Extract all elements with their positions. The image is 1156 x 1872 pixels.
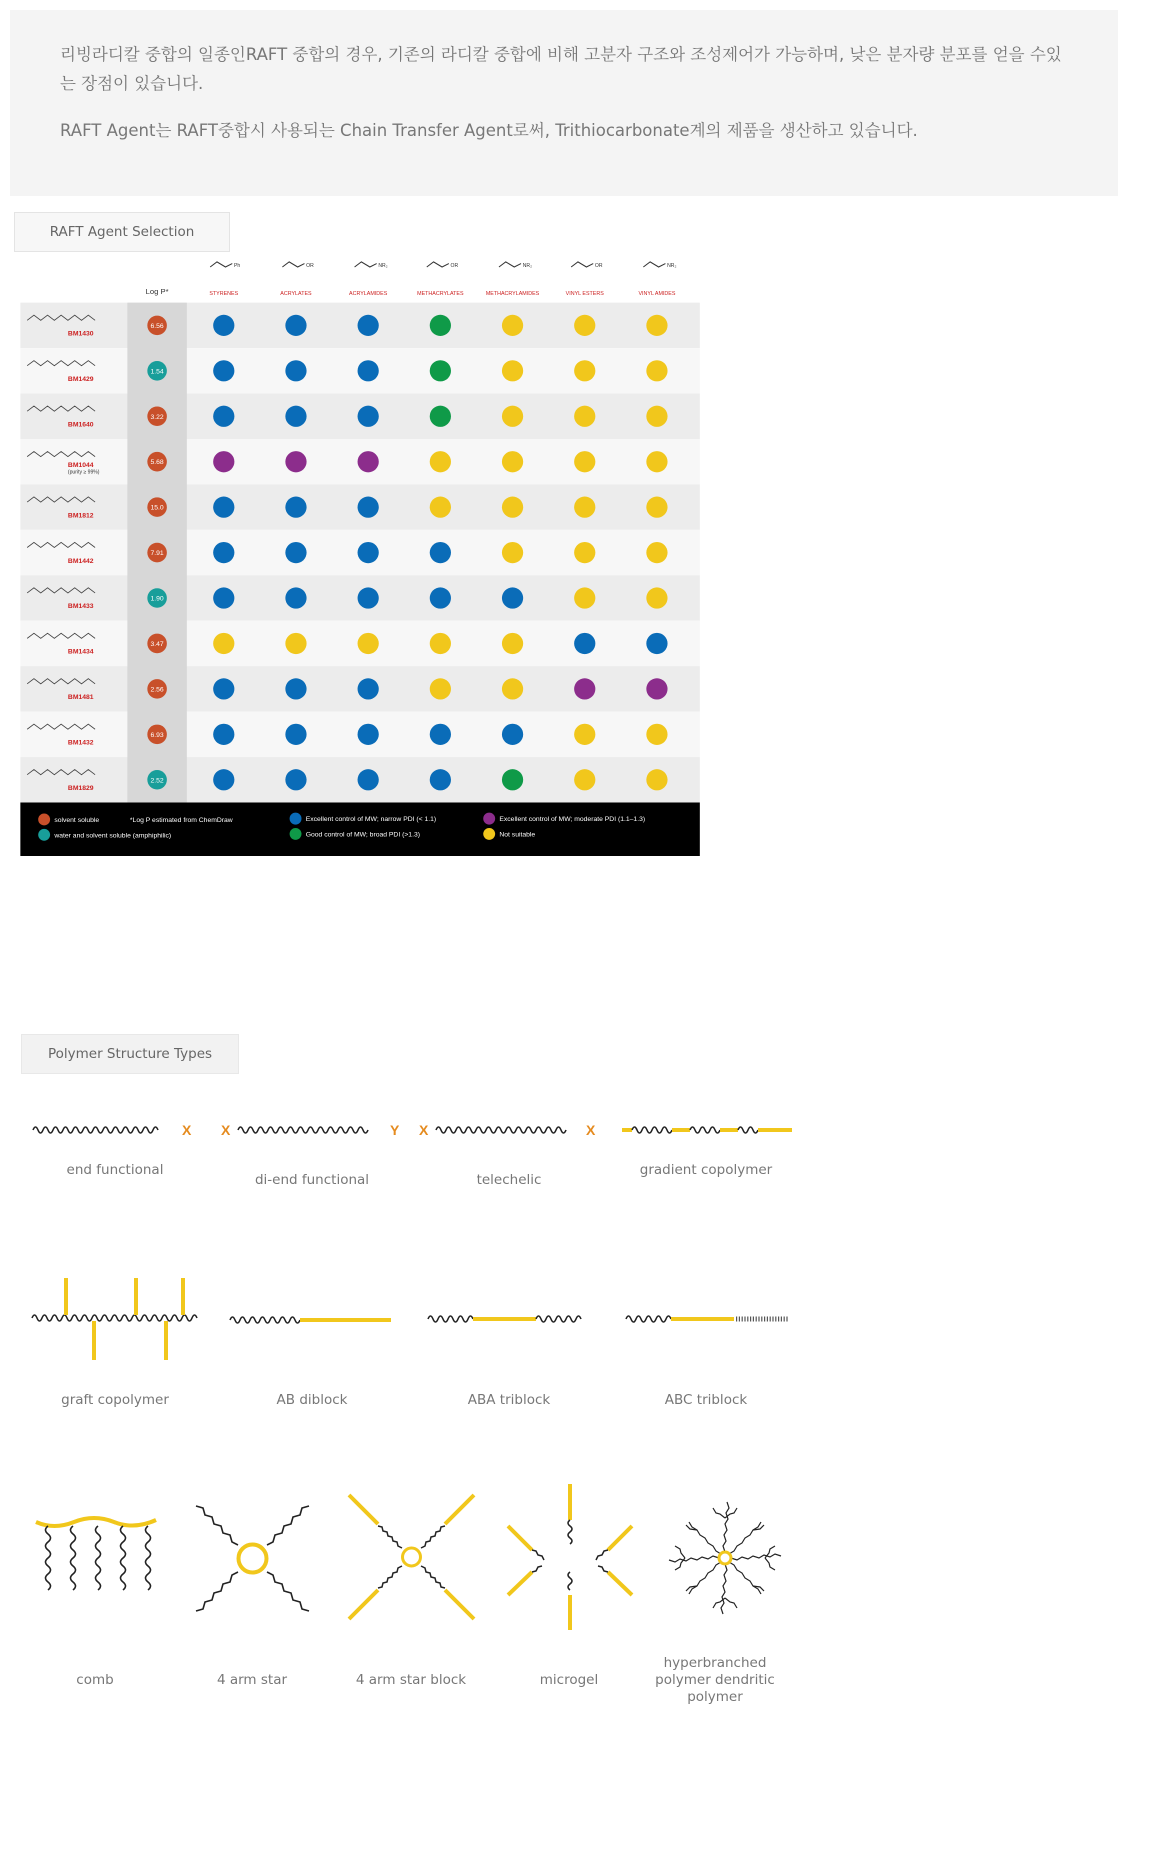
legend-label-yellow: Not suitable [499,831,536,839]
agent-code: BM1430 [67,330,94,338]
logp-value: 3.22 [150,413,164,421]
compatibility-dot [358,542,379,563]
legend-label-purple: Excellent control of MW; moderate PDI (1.1–1.3) [499,816,646,824]
compatibility-dot [213,678,234,699]
end-mark-x: X [586,1122,596,1138]
structure-label-4-arm-star-block: 4 arm star block [355,1672,467,1688]
monomer-bond-lines [210,262,232,267]
logp-value: 1.54 [150,368,164,376]
agent-code: BM1429 [67,376,94,384]
compatibility-dot [430,406,451,427]
aba-triblock-drawing [426,1309,601,1329]
monomer-header: ACRYLATES [280,291,312,298]
structure-label-graft-copolymer: graft copolymer [61,1392,169,1408]
monomer-substituent: OR [450,262,459,269]
ab-diblock-drawing [228,1310,403,1330]
logp-value: 7.91 [150,550,164,558]
compatibility-dot [358,360,379,381]
end-mark-x: X [182,1122,192,1138]
gradient-copolymer-drawing [620,1112,795,1142]
compatibility-dot [574,587,595,608]
structure-label-comb: comb [76,1672,114,1688]
compatibility-dot [502,315,523,336]
legend-label-blue: Excellent control of MW; narrow PDI (< 1.1) [305,816,437,824]
compatibility-dot [213,542,234,563]
compatibility-dot [502,633,523,654]
compatibility-dot [285,315,306,336]
legend-background [20,802,699,856]
end-mark-x: X [419,1122,429,1138]
monomer-substituent: NR₂ [522,262,533,269]
compatibility-dot [646,360,667,381]
end-mark-y: Y [390,1122,400,1138]
compatibility-dot [213,360,234,381]
monomer-structure-icon [210,262,232,267]
legend-label-solvent: solvent soluble [54,817,100,825]
structure-label-microgel: microgel [539,1672,599,1688]
intro-paragraph-1: 리빙라디칼 중합의 일종인RAFT 중합의 경우, 기존의 라디칼 중합에 비해 고분자 구조와 조성제어가 가능하며, 낮은 분자량 분포를 얻을 수있는 장점이 있습니다. [60,45,1062,93]
logp-value: 6.56 [150,322,164,330]
compatibility-dot [285,451,306,472]
compatibility-dot [646,406,667,427]
monomer-substituent: NR₂ [378,262,388,269]
agent-code: BM1433 [67,603,94,611]
structure-label-hyperbranched: hyperbranched polymer dendritic polymer [655,1655,775,1705]
compatibility-dot [430,633,451,654]
compatibility-dot [285,497,306,518]
compatibility-dot [285,633,306,654]
agent-code: BM1829 [67,784,94,792]
compatibility-dot [213,315,234,336]
compatibility-dot [574,406,595,427]
compatibility-dot [430,360,451,381]
compatibility-dot [430,451,451,472]
compatibility-dot [574,497,595,518]
monomer-bond-lines [282,262,304,267]
logp-value: 6.93 [150,731,164,739]
compatibility-dot [285,769,306,790]
logp-value: 15.0 [150,504,164,512]
compatibility-dot [430,587,451,608]
compatibility-dot [213,633,234,654]
compatibility-dot [574,678,595,699]
compatibility-dot [285,678,306,699]
compatibility-dot [285,406,306,427]
di-end-functional-drawing [220,1112,405,1142]
monomer-bond-lines [571,262,593,267]
structure-label-abc-triblock: ABC triblock [664,1392,748,1408]
legend-label-water: water and solvent soluble (amphiphilic) [54,832,172,840]
compatibility-dot [646,769,667,790]
structure-label-ab-diblock: AB diblock [276,1392,348,1408]
monomer-header: VINYL ESTERS [565,291,604,298]
compatibility-dot [502,587,523,608]
compatibility-dot [574,542,595,563]
structure-label-telechelic: telechelic [476,1172,542,1188]
compatibility-dot [213,769,234,790]
agent-code: BM1442 [67,557,94,565]
monomer-bond-lines [355,262,377,267]
compatibility-dot [574,315,595,336]
legend-label-green: Good control of MW; broad PDI (>1.3) [305,831,421,839]
agent-code: BM1812 [67,512,94,520]
structure-label-end-functional: end functional [66,1162,164,1178]
monomer-substituent: OR [594,262,603,269]
compatibility-dot [358,587,379,608]
monomer-bond-lines [499,262,521,267]
monomer-header: STYRENES [209,291,239,298]
graft-copolymer-drawing [30,1268,205,1368]
compatibility-dot [213,724,234,745]
monomer-substituent: Ph [233,262,241,269]
compatibility-dot [502,542,523,563]
structure-label-4-arm-star: 4 arm star [216,1672,288,1688]
logp-value: 2.56 [150,686,164,694]
compatibility-dot [502,724,523,745]
polymer-structure-types-tab: Polymer Structure Types [21,1034,239,1074]
legend-swatch-solvent [38,814,50,826]
compatibility-dot [358,724,379,745]
compatibility-dot [358,678,379,699]
hyperbranched-drawing [655,1488,795,1628]
compatibility-dot [358,497,379,518]
compatibility-dot [646,542,667,563]
telechelic-drawing [418,1112,603,1142]
intro-box [10,10,1118,196]
agent-code: BM1044 [67,461,94,469]
monomer-header: ACRYLAMIDES [349,291,388,298]
monomer-structure-icon [427,262,449,267]
compatibility-dot [502,451,523,472]
intro-paragraph-2: RAFT Agent는 RAFT중합시 사용되는 Chain Transfer Agent로써, Trithiocarbonate계의 제품을 생산하고 있습니다. [60,121,918,140]
polymer-chain [436,1127,566,1133]
comb-drawing [34,1510,159,1600]
monomer-structure-icon [499,262,521,267]
four-arm-star-block-drawing [344,1488,479,1623]
compatibility-dot [430,769,451,790]
abc-triblock-drawing [624,1309,799,1329]
compatibility-dot [285,542,306,563]
compatibility-dot [502,497,523,518]
four-arm-star-drawing [185,1490,320,1625]
monomer-bond-lines [427,262,449,267]
legend-swatch-green [290,828,302,840]
microgel-drawing [500,1480,640,1635]
logp-value: 3.47 [150,641,164,649]
monomer-bond-lines [643,262,665,267]
polymer-chain [33,1127,158,1133]
raft-agent-selection-tab: RAFT Agent Selection [14,212,230,252]
monomer-header: VINYL AMIDES [638,291,676,298]
logp-value: 5.68 [150,459,164,467]
compatibility-dot [358,633,379,654]
compatibility-dot [358,769,379,790]
logp-value: 1.90 [150,595,164,603]
polymer-chain [238,1127,368,1133]
structure-label-di-end-functional: di-end functional [254,1172,370,1188]
monomer-header: METHACRYLATES [417,291,464,298]
compatibility-dot [285,360,306,381]
compatibility-dot [430,678,451,699]
compatibility-dot [574,633,595,654]
compatibility-dot [213,497,234,518]
compatibility-dot [646,633,667,654]
compatibility-dot [430,497,451,518]
compatibility-dot [358,315,379,336]
compatibility-dot [502,406,523,427]
monomer-substituent: OR [306,262,314,269]
end-functional-drawing [30,1112,205,1142]
legend-swatch-water [38,829,50,841]
compatibility-dot [502,769,523,790]
compatibility-dot [646,315,667,336]
monomer-substituent: NR₂ [667,262,677,269]
compatibility-dot [213,451,234,472]
legend-swatch-purple [483,813,495,825]
agent-code: BM1434 [67,648,94,656]
compatibility-dot [646,678,667,699]
compatibility-dot [502,360,523,381]
logp-header: Log P* [145,287,169,297]
monomer-header: METHACRYLAMIDES [485,291,540,298]
compatibility-dot [213,587,234,608]
compatibility-dot [646,587,667,608]
compatibility-dot [358,406,379,427]
agent-code: BM1640 [67,421,94,429]
agent-note: (purity ≥ 99%) [67,469,100,476]
structure-label-gradient-copolymer: gradient copolymer [639,1162,773,1178]
compatibility-dot [574,724,595,745]
compatibility-dot [502,678,523,699]
compatibility-dot [574,360,595,381]
compatibility-dot [285,724,306,745]
end-mark-x: X [221,1122,231,1138]
compatibility-dot [574,451,595,472]
compatibility-dot [430,315,451,336]
logp-value: 2.52 [150,777,164,785]
legend-swatch-blue [290,813,302,825]
compatibility-dot [213,406,234,427]
legend-logp-note: *Log P estimated from ChemDraw [129,817,233,825]
agent-code: BM1432 [67,739,94,747]
raft-agent-selection-table [10,250,700,856]
compatibility-dot [646,451,667,472]
compatibility-dot [646,497,667,518]
compatibility-dot [646,724,667,745]
compatibility-dot [285,587,306,608]
compatibility-dot [430,724,451,745]
compatibility-dot [574,769,595,790]
compatibility-dot [358,451,379,472]
compatibility-dot [430,542,451,563]
structure-label-aba-triblock: ABA triblock [467,1392,551,1408]
monomer-structure-icon [571,262,593,267]
monomer-structure-icon [643,262,665,267]
legend-swatch-yellow [483,828,495,840]
monomer-structure-icon [355,262,377,267]
agent-code: BM1481 [67,694,94,702]
monomer-structure-icon [282,262,304,267]
